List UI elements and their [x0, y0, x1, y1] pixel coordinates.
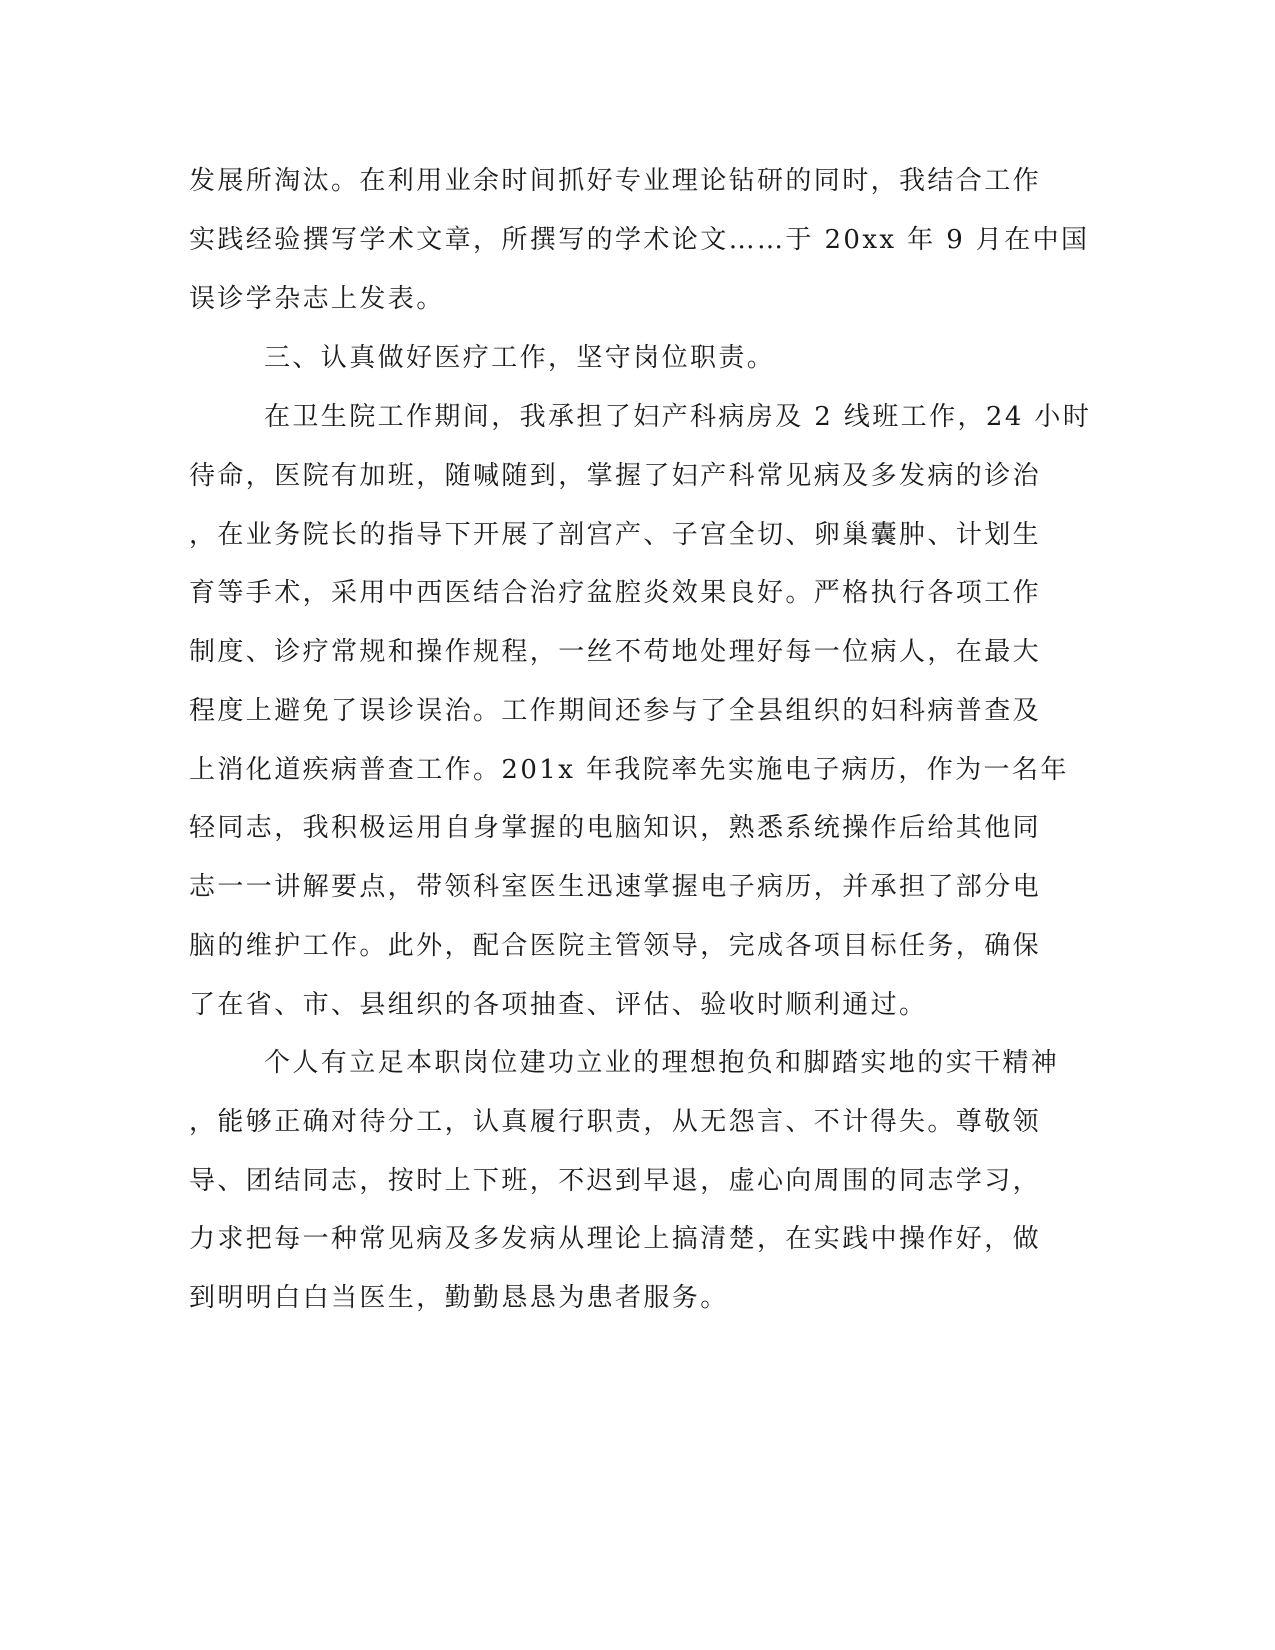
text-line: 上消化道疾病普查工作。201x 年我院率先实施电子病历，作为一名年 — [189, 755, 1069, 785]
text-line: 在卫生院工作期间，我承担了妇产科病房及 2 线班工作，24 小时 — [264, 402, 1092, 432]
text-line: 轻同志，我积极运用自身掌握的电脑知识，熟悉系统操作后给其他同 — [189, 813, 1042, 843]
text-line: 个人有立足本职岗位建功立业的理想抱负和脚踏实地的实干精神 — [264, 1048, 1060, 1078]
text-line: ，在业务院长的指导下开展了剖宫产、子宫全切、卵巢囊肿、计划生 — [189, 520, 1042, 550]
text-line: 发展所淘汰。在利用业余时间抓好专业理论钻研的同时，我结合工作 — [189, 166, 1042, 196]
text-line: 脑的维护工作。此外，配合医院主管领导，完成各项目标任务，确保 — [189, 931, 1042, 961]
text-line: 实践经验撰写学术文章，所撰写的学术论文……于 20xx 年 9 月在中国 — [189, 225, 1090, 255]
text-line: 导、团结同志，按时上下班，不迟到早退，虚心向周围的同志学习， — [189, 1166, 1042, 1196]
text-line: 育等手术，采用中西医结合治疗盆腔炎效果良好。严格执行各项工作 — [189, 578, 1042, 608]
text-line: 待命，医院有加班，随喊随到，掌握了妇产科常见病及多发病的诊治 — [189, 461, 1042, 491]
text-line: 误诊学杂志上发表。 — [189, 284, 445, 314]
text-line: 制度、诊疗常规和操作规程，一丝不苟地处理好每一位病人，在最大 — [189, 637, 1042, 667]
text-line: 了在省、市、县组织的各项抽查、评估、验收时顺利通过。 — [189, 990, 928, 1020]
text-line: ，能够正确对待分工，认真履行职责，从无怨言、不计得失。尊敬领 — [189, 1107, 1042, 1137]
text-line: 到明明白白当医生，勤勤恳恳为患者服务。 — [189, 1283, 729, 1313]
text-line: 志一一讲解要点，带领科室医生迅速掌握电子病历，并承担了部分电 — [189, 872, 1042, 902]
text-line: 力求把每一种常见病及多发病从理论上搞清楚，在实践中操作好，做 — [189, 1224, 1042, 1254]
text-line: 程度上避免了误诊误治。工作期间还参与了全县组织的妇科病普查及 — [189, 696, 1042, 726]
section-heading: 三、认真做好医疗工作，坚守岗位职责。 — [264, 343, 776, 373]
